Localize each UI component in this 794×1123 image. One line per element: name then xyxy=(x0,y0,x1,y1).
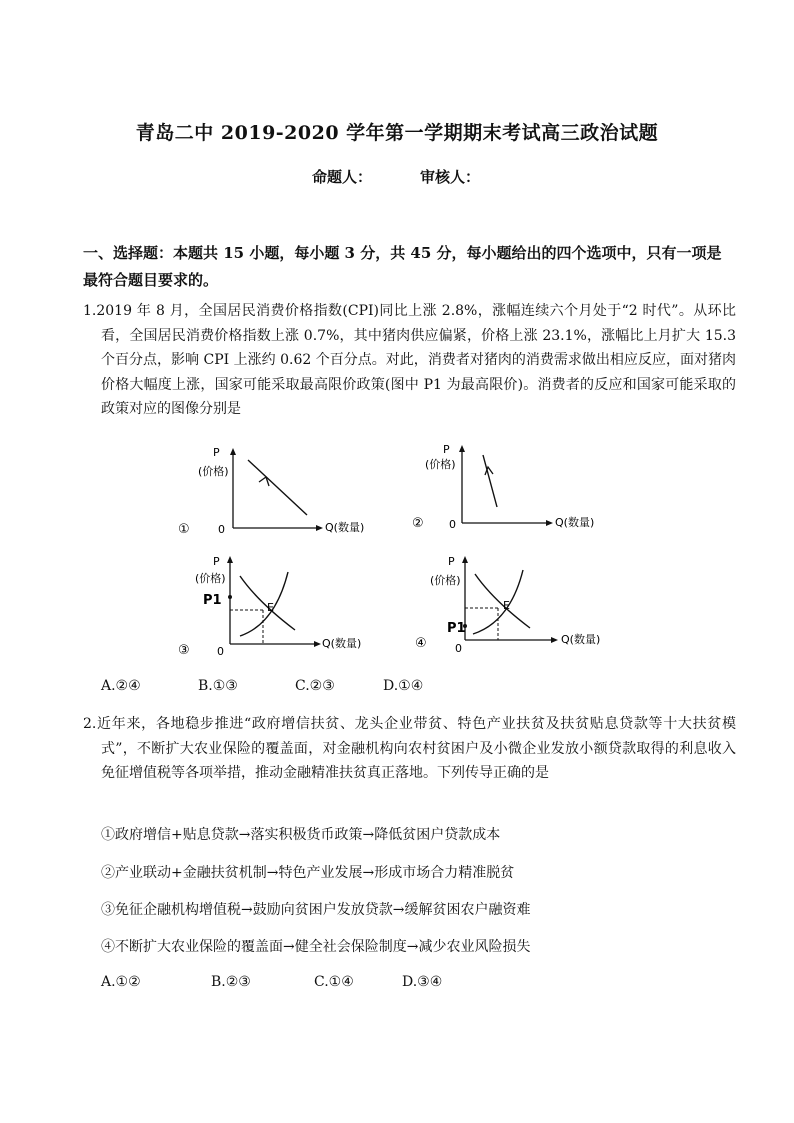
graph-3-price-label: (价格) xyxy=(195,572,226,585)
graph-4-number: ④ xyxy=(415,636,427,651)
graph-1-curve xyxy=(248,460,307,515)
q2-statement-2: ②产业联动+金融扶贫机制→特色产业发展→形成市场合力精准脱贫 xyxy=(101,865,515,881)
graph-4-price-label: (价格) xyxy=(430,574,461,587)
question-1-number: 1. xyxy=(83,303,97,319)
q2-option-c[interactable]: C.①④ xyxy=(314,974,354,990)
graph-4-q-label: Q(数量) xyxy=(561,633,601,646)
q1-option-c[interactable]: C.②③ xyxy=(295,678,335,694)
graph-3 xyxy=(170,550,380,662)
reviewer-label: 审核人： xyxy=(420,168,481,186)
graph-2-y-arrow xyxy=(459,445,465,452)
graph-3-origin: 0 xyxy=(217,645,224,658)
q2-statement-3: ③免征企融机构增值税→鼓励向贫困户发放贷款→缓解贫困农户融资难 xyxy=(101,902,531,918)
graph-1-y-arrow xyxy=(230,448,236,455)
q2-statement-4: ④不断扩大农业保险的覆盖面→健全社会保险制度→减少农业风险损失 xyxy=(101,939,531,955)
graph-2-q-label: Q(数量) xyxy=(555,516,595,529)
question-2-options xyxy=(101,974,442,990)
graph-4-origin: 0 xyxy=(455,642,462,655)
q1-option-a[interactable]: A.②④ xyxy=(101,678,141,694)
q2-option-d[interactable]: D.③④ xyxy=(402,974,443,990)
graph-1-price-label: (价格) xyxy=(198,465,229,478)
graph-1-origin: 0 xyxy=(218,523,225,536)
graph-3-x-arrow xyxy=(314,641,321,647)
question-1-options xyxy=(101,678,423,694)
graph-3-p-label: P xyxy=(213,555,220,568)
graph-2-p-label: P xyxy=(443,443,450,456)
graph-1-x-arrow xyxy=(316,525,323,531)
graph-2-price-label: (价格) xyxy=(425,458,456,471)
graph-4-y-arrow xyxy=(462,556,468,563)
graph-2-number: ② xyxy=(412,516,424,531)
q2-option-b[interactable]: B.②③ xyxy=(211,974,251,990)
graph-1-number: ① xyxy=(178,522,190,537)
section-heading: 一、选择题：本题共 15 小题，每小题 3 分，共 45 分，每小题给出的四个选项中，只有一项是最符合题目要求的。 xyxy=(83,244,722,289)
graph-1 xyxy=(170,440,370,540)
q1-option-d[interactable]: D.①④ xyxy=(383,678,424,694)
graph-4-e-label: E xyxy=(503,599,510,612)
question-2-text: 近年来，各地稳步推进“政府增信扶贫、龙头企业带贫、特色产业扶贫及扶贫贴息贷款等十大扶贫模式”，不断扩大农业保险的覆盖面，对金融机构向农村贫困户及小微企业发放小额贷款取得的利息收入免征增值税等各项举措，推动金融精准扶贫真正落地。下列传导正确的是 xyxy=(96,716,736,781)
question-2-number: 2. xyxy=(83,716,97,732)
graph-4-p-label: P xyxy=(448,555,455,568)
authors-line xyxy=(312,166,480,187)
graph-4 xyxy=(405,550,615,662)
graph-4-p1-label: P1 xyxy=(447,621,466,636)
graph-2-curve xyxy=(483,455,497,507)
q1-option-b[interactable]: B.①③ xyxy=(198,678,238,694)
graph-2-x-arrow xyxy=(546,520,553,526)
q2-statement-1: ①政府增信+贴息贷款→落实积极货币政策→降低贫困户贷款成本 xyxy=(101,827,501,843)
graph-3-q-label: Q(数量) xyxy=(322,637,362,650)
question-1 xyxy=(83,299,736,422)
graph-4-x-arrow xyxy=(551,637,558,643)
graph-3-p1-label: P1 xyxy=(203,593,222,608)
graph-3-number: ③ xyxy=(178,643,190,658)
graph-3-e-label: E xyxy=(267,601,274,614)
setter-label: 命题人： xyxy=(312,168,373,186)
graph-3-p1-dot xyxy=(228,595,232,599)
page-title: 青岛二中 2019-2020 学年第一学期期末考试高三政治试题 xyxy=(135,122,659,144)
question-2 xyxy=(83,712,736,786)
graph-1-q-label: Q(数量) xyxy=(325,521,365,534)
question-1-text: 2019 年 8 月，全国居民消费价格指数(CPI)同比上涨 2.8%，涨幅连续六个月处于“2 时代”。从环比看，全国居民消费价格指数上涨 0.7%，其中猪肉供应偏紧，价格上涨 23.1%，涨幅比上月扩大 15.3 个百分点，影响 CPI 上涨约 0.62 个百分点。对此，消费者对猪肉的消费需求做出相应反应，面对猪肉价格大幅度上涨，国家可能采取最高限价政策(图中 P1 为最高限价)。消费者的反应和国家可能采取的政策对应的图像分别是 xyxy=(96,303,736,417)
q2-option-a[interactable]: A.①② xyxy=(101,974,141,990)
graph-2 xyxy=(405,437,605,537)
graph-3-y-arrow xyxy=(227,556,233,563)
graph-1-p-label: P xyxy=(213,446,220,459)
graph-2-origin: 0 xyxy=(449,518,456,531)
